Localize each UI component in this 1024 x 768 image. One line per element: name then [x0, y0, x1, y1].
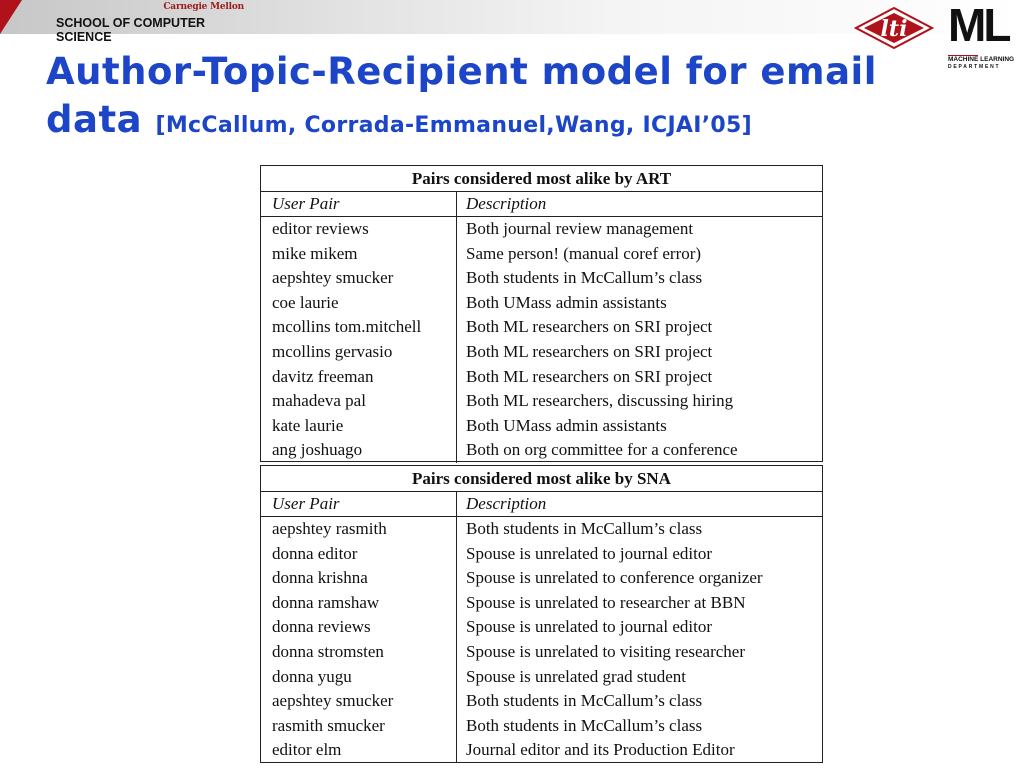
description-cell: Spouse is unrelated to journal editor — [466, 543, 712, 563]
user-pair-cell: aepshtey smucker — [261, 266, 457, 291]
table-header-row — [261, 492, 822, 517]
table-row — [261, 242, 822, 267]
table-row — [261, 266, 822, 291]
user-pair-cell: editor reviews — [261, 217, 457, 242]
table-row — [261, 414, 822, 439]
sna-pairs-table — [260, 465, 823, 763]
description-cell: Spouse is unrelated to journal editor — [466, 617, 712, 637]
description-cell: Both UMass admin assistants — [466, 415, 667, 435]
user-pair-cell: mike mikem — [261, 242, 457, 267]
description-cell: Spouse is unrelated to visiting researcher — [466, 641, 746, 661]
cmu-logo — [44, 2, 248, 44]
table-body — [261, 517, 822, 763]
column-header-user-pair: User Pair — [261, 492, 457, 516]
table-row — [261, 665, 822, 690]
description-cell: Both on org committee for a conference — [466, 440, 738, 460]
cmu-red-accent — [0, 0, 22, 34]
user-pair-cell: donna ramshaw — [261, 591, 457, 616]
user-pair-cell: donna editor — [261, 542, 457, 567]
title-line-2 — [46, 96, 946, 150]
column-header-description: Description — [466, 194, 547, 213]
user-pair-cell: donna krishna — [261, 566, 457, 591]
user-pair-cell: aepshtey smucker — [261, 689, 457, 714]
description-cell: Spouse is unrelated to conference organizer — [466, 568, 763, 588]
user-pair-cell: aepshtey rasmith — [261, 517, 457, 542]
school-name: SCHOOL OF COMPUTER SCIENCE — [56, 16, 206, 44]
ml-logo-department: DEPARTMENT — [948, 64, 1001, 70]
description-cell: Journal editor and its Production Editor — [466, 740, 735, 760]
description-cell: Both ML researchers on SRI project — [466, 366, 713, 386]
description-cell: Both students in McCallum’s class — [466, 268, 703, 288]
table-row — [261, 566, 822, 591]
table-row — [261, 689, 822, 714]
table-row — [261, 640, 822, 665]
table-caption: Pairs considered most alike by SNA — [261, 466, 822, 492]
user-pair-cell: kate laurie — [261, 414, 457, 439]
art-pairs-table — [260, 165, 823, 462]
table-row — [261, 217, 822, 242]
description-cell: Both journal review management — [466, 219, 694, 238]
lti-logo-text: lti — [880, 16, 908, 42]
description-cell: Both ML researchers on SRI project — [466, 341, 713, 361]
user-pair-cell: mahadeva pal — [261, 389, 457, 414]
user-pair-cell: mcollins gervasio — [261, 340, 457, 365]
ml-logo — [944, 0, 1020, 74]
user-pair-cell: donna stromsten — [261, 640, 457, 665]
table-header-row — [261, 192, 822, 217]
university-name: Carnegie Mellon — [163, 2, 244, 12]
table-row — [261, 438, 822, 463]
table-row — [261, 615, 822, 640]
user-pair-cell: ang joshuago — [261, 438, 457, 463]
column-header-description: Description — [466, 494, 547, 513]
description-cell: Both students in McCallum’s class — [466, 519, 703, 538]
table-row — [261, 315, 822, 340]
user-pair-cell: editor elm — [261, 738, 457, 763]
user-pair-cell: davitz freeman — [261, 365, 457, 390]
description-cell: Spouse is unrelated grad student — [466, 666, 687, 686]
table-row — [261, 291, 822, 316]
description-cell: Both ML researchers on SRI project — [466, 317, 713, 337]
slide-title — [46, 48, 946, 150]
column-header-user-pair: User Pair — [261, 192, 457, 216]
user-pair-cell: coe laurie — [261, 291, 457, 316]
user-pair-cell: rasmith smucker — [261, 714, 457, 739]
title-line-1: Author-Topic-Recipient model for email — [46, 50, 877, 93]
description-cell: Both ML researchers, discussing hiring — [466, 391, 734, 411]
table-row — [261, 365, 822, 390]
title-citation: [McCallum, Corrada-Emmanuel,Wang, ICJAI’05] — [155, 113, 752, 138]
table-row — [261, 591, 822, 616]
table-caption: Pairs considered most alike by ART — [261, 166, 822, 192]
ml-logo-subtitle: MACHINE LEARNING — [948, 56, 1015, 63]
lti-logo-icon — [854, 6, 934, 50]
description-cell: Both students in McCallum’s class — [466, 715, 703, 735]
table-row — [261, 340, 822, 365]
description-cell: Both UMass admin assistants — [466, 292, 667, 312]
user-pair-cell: donna yugu — [261, 665, 457, 690]
table-row — [261, 389, 822, 414]
user-pair-cell: donna reviews — [261, 615, 457, 640]
description-cell: Spouse is unrelated to researcher at BBN — [466, 592, 746, 612]
table-row — [261, 517, 822, 542]
user-pair-cell: mcollins tom.mitchell — [261, 315, 457, 340]
ml-logo-letters: ML — [948, 0, 1009, 51]
description-cell: Same person! (manual coref error) — [466, 243, 702, 263]
table-row — [261, 738, 822, 763]
table-body — [261, 217, 822, 463]
table-row — [261, 542, 822, 567]
title-line-2-main: data — [46, 98, 143, 141]
table-row — [261, 714, 822, 739]
description-cell: Both students in McCallum’s class — [466, 691, 703, 711]
